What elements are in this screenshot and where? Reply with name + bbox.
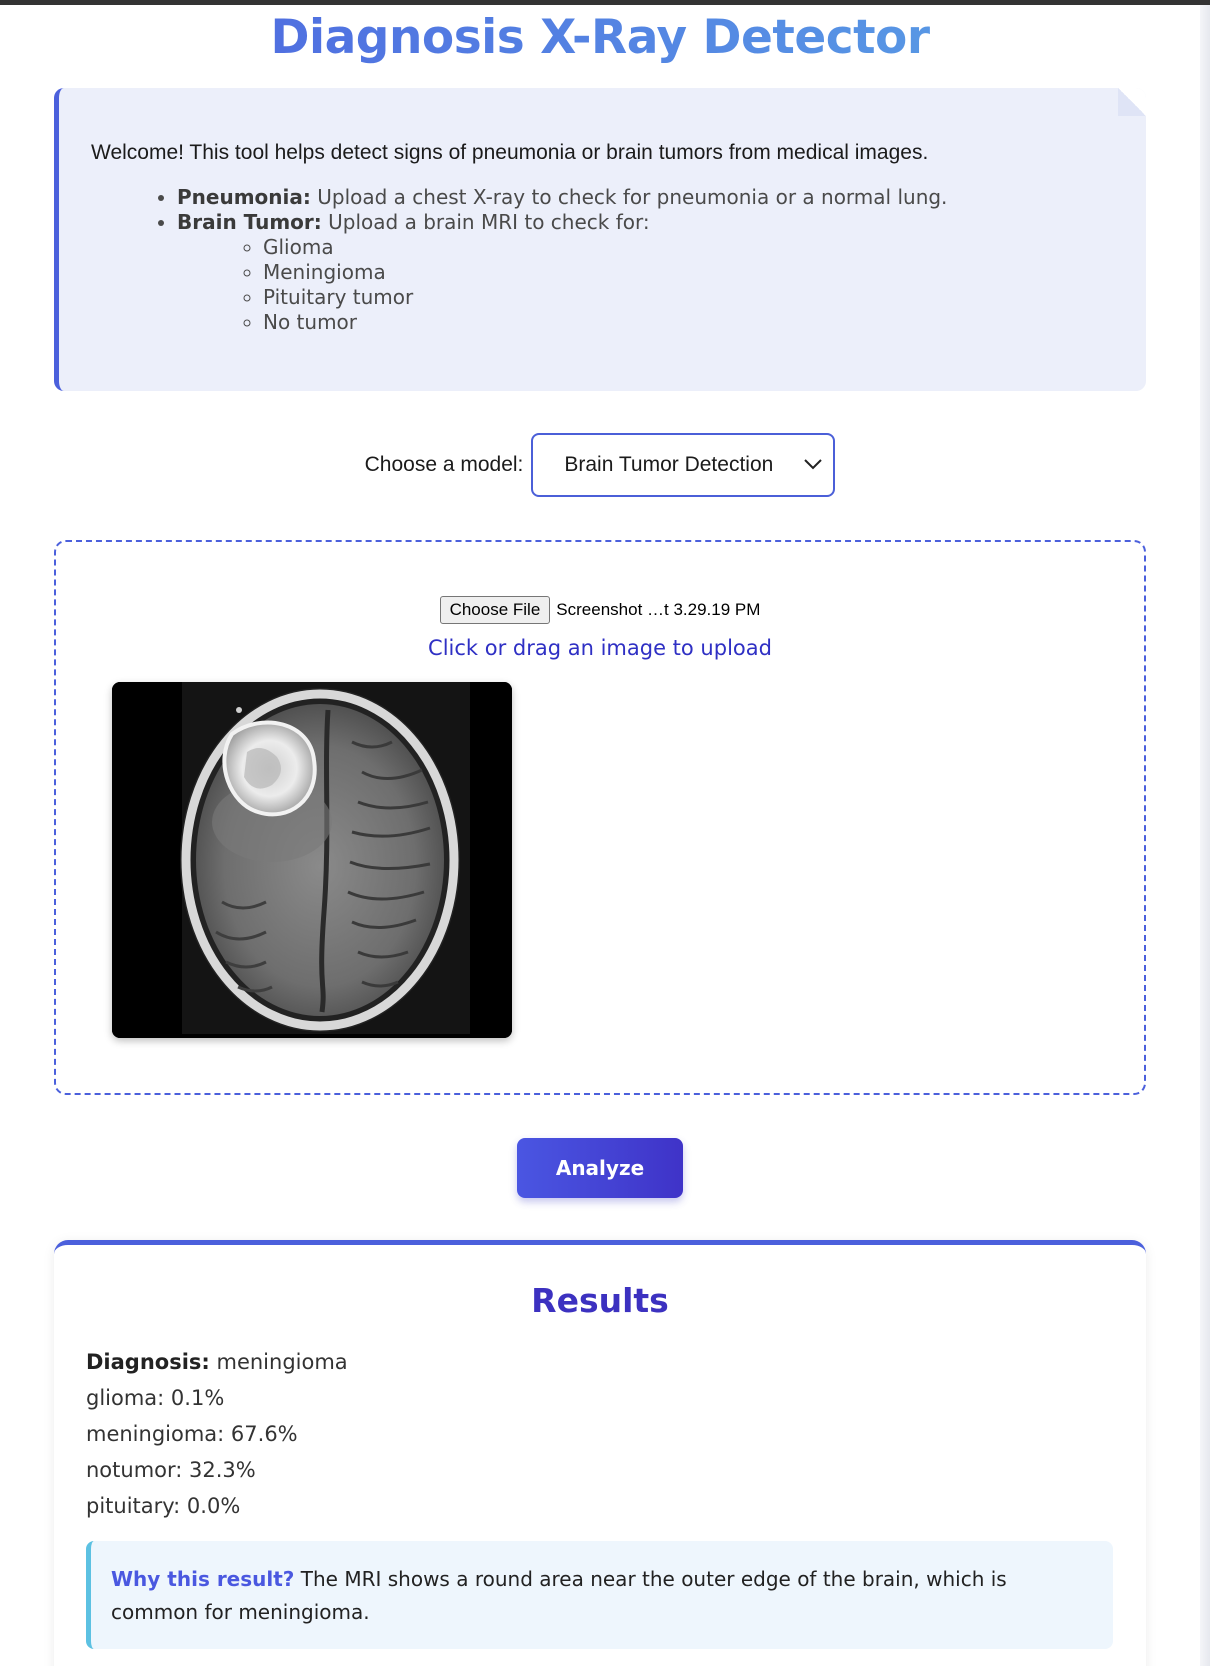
model-label: Choose a model:	[364, 453, 524, 476]
choose-file-button[interactable]: Choose File	[440, 596, 551, 624]
diagnosis-value: meningioma	[209, 1350, 348, 1374]
item-label: Brain Tumor:	[177, 210, 322, 235]
scrollbar[interactable]	[1200, 5, 1210, 1666]
tumor-types-list	[177, 235, 1116, 335]
item-text: Upload a chest X-ray to check for pneumonia or a normal lung.	[310, 185, 948, 210]
mri-scan-graphic	[112, 682, 512, 1038]
file-input-row	[56, 596, 1144, 624]
list-item: ◦ Meningioma	[263, 260, 1116, 285]
list-item: ◦ Glioma	[263, 235, 1116, 260]
model-select[interactable]	[531, 433, 835, 497]
score-notumor: notumor: 32.3%	[86, 1458, 256, 1482]
intro-panel	[54, 88, 1146, 391]
model-picker-row	[54, 432, 1146, 498]
why-label: Why this result?	[111, 1567, 295, 1591]
why-text: The MRI shows a round area near the outer edge of the brain, which is common for meningioma.	[111, 1567, 1007, 1624]
chevron-down-icon	[803, 457, 823, 471]
mri-preview-image	[112, 682, 512, 1038]
diagnosis-label: Diagnosis:	[86, 1350, 210, 1374]
list-item: ◦ Pituitary tumor	[263, 285, 1116, 310]
analyze-button[interactable]: Analyze	[517, 1138, 683, 1198]
page-title: Diagnosis X-Ray Detector	[54, 10, 1146, 65]
upload-dropzone[interactable]	[54, 540, 1146, 1095]
list-item: ◦ No tumor	[263, 310, 1116, 335]
score-pituitary: pituitary: 0.0%	[86, 1494, 241, 1518]
explanation-box	[86, 1541, 1113, 1649]
upload-hint: Click or drag an image to upload	[428, 636, 772, 660]
list-item-pneumonia	[177, 185, 1116, 210]
model-select-value: Brain Tumor Detection	[564, 453, 774, 476]
panel-corner-fold	[1118, 88, 1146, 116]
model-info-list	[91, 185, 1116, 335]
results-title: Results	[531, 1281, 669, 1320]
list-item-brain-tumor	[177, 210, 1116, 335]
item-text: Upload a brain MRI to check for:	[321, 210, 650, 235]
diagnosis-line	[86, 1344, 348, 1380]
results-panel	[54, 1240, 1146, 1666]
welcome-text: Welcome! This tool helps detect signs of pneumonia or brain tumors from medical images.	[91, 141, 929, 164]
selected-file-name: Screenshot …t 3.29.19 PM	[556, 600, 761, 619]
score-glioma: glioma: 0.1%	[86, 1386, 225, 1410]
item-label: Pneumonia:	[177, 185, 311, 210]
score-meningioma: meningioma: 67.6%	[86, 1422, 298, 1446]
results-list	[86, 1344, 348, 1524]
window-top-bar	[0, 0, 1210, 5]
